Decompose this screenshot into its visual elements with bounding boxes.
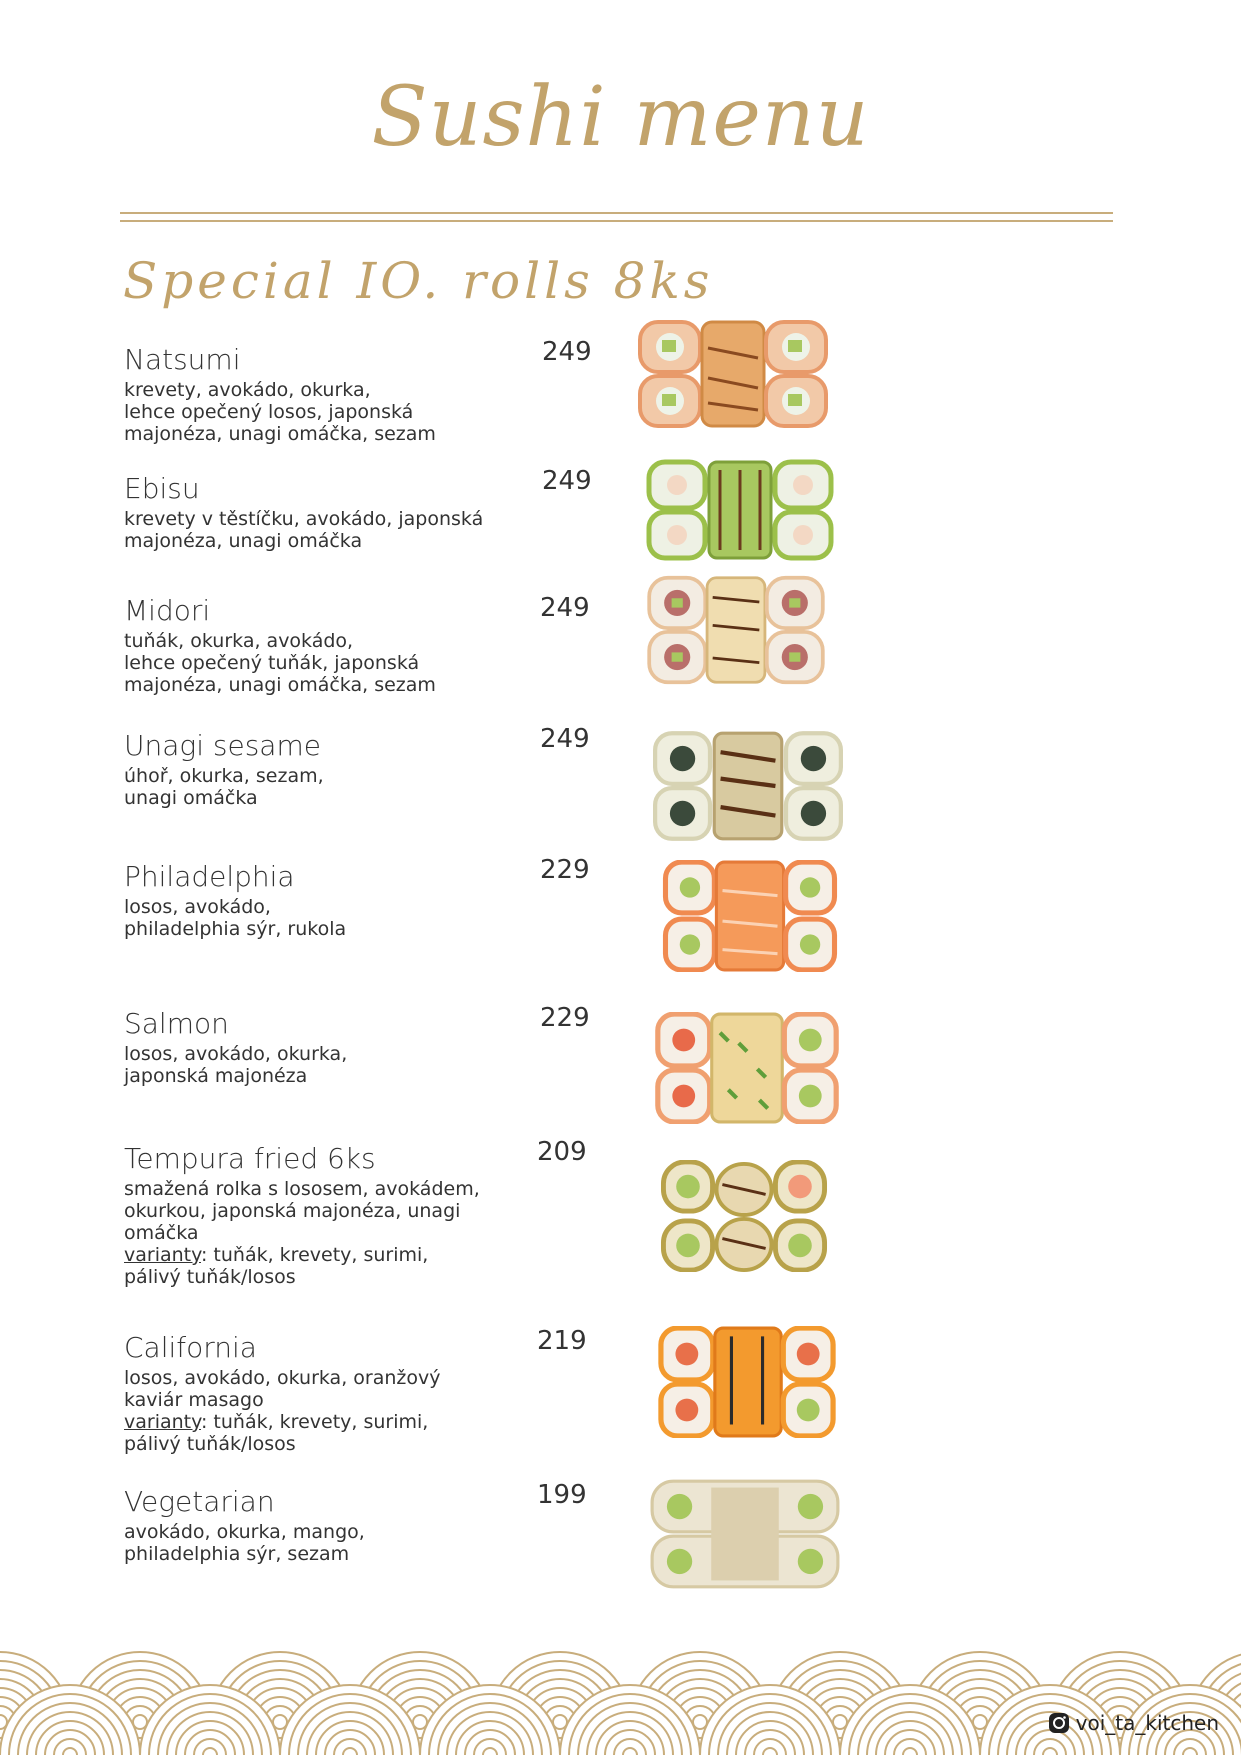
variants-label: varianty [124, 1244, 201, 1266]
item-description: úhoř, okurka, sezam, unagi omáčka [124, 765, 324, 809]
sushi-roll-image [652, 1326, 842, 1438]
item-price: 229 [540, 855, 590, 885]
sushi-roll-image-shapes [640, 322, 826, 426]
instagram-handle [1048, 1711, 1219, 1735]
item-description: losos, avokádo, philadelphia sýr, rukola [124, 896, 347, 940]
sushi-roll-image [653, 730, 843, 842]
sushi-roll-image [649, 1160, 839, 1272]
menu-item [124, 594, 604, 696]
sushi-roll-image [638, 318, 828, 430]
item-name: Natsumi [124, 343, 241, 376]
item-name: Tempura fried 6ks [124, 1142, 376, 1175]
menu-item [124, 1142, 604, 1288]
item-description: tuňák, okurka, avokádo, lehce opečený tuňák, japonská majonéza, unagi omáčka, sezam [124, 630, 436, 696]
item-name: Unagi sesame [124, 729, 321, 762]
menu-item [124, 1485, 604, 1565]
item-name: Salmon [124, 1007, 229, 1040]
item-description: losos, avokádo, okurka, oranžový kaviár masago varianty: tuňák, krevety, surimi, pálivý tuňák/losos [124, 1367, 441, 1455]
item-description: smažená rolka s lososem, avokádem, okurkou, japonská majonéza, unagi omáčka varianty: tuňák, krevety, surimi, pálivý tuňák/losos [124, 1178, 480, 1288]
item-description: losos, avokádo, okurka, japonská majonéza [124, 1043, 348, 1087]
menu-item [124, 472, 604, 552]
item-description: avokádo, okurka, mango, philadelphia sýr, sezam [124, 1521, 365, 1565]
menu-item [124, 343, 604, 445]
item-price: 209 [537, 1137, 587, 1167]
sushi-roll-image [641, 574, 831, 686]
divider [120, 212, 1113, 214]
item-name: California [124, 1331, 257, 1364]
menu-item [124, 1331, 604, 1455]
sushi-roll-image [650, 1478, 840, 1590]
item-price: 249 [542, 337, 592, 367]
item-price: 249 [540, 593, 590, 623]
divider [120, 220, 1113, 222]
instagram-handle-text: voi_ta_kitchen [1075, 1711, 1219, 1735]
item-description: krevety v těstíčku, avokádo, japonská majonéza, unagi omáčka [124, 508, 484, 552]
item-name: Midori [124, 594, 211, 627]
menu-item [124, 860, 604, 940]
item-description: krevety, avokádo, okurka, lehce opečený losos, japonská majonéza, unagi omáčka, sezam [124, 379, 436, 445]
item-name: Philadelphia [124, 860, 295, 893]
item-price: 219 [537, 1326, 587, 1356]
item-name: Ebisu [124, 472, 200, 505]
menu-item [124, 1007, 604, 1087]
sushi-roll-image [645, 454, 835, 566]
wave-pattern-decoration [0, 1630, 1241, 1755]
item-name: Vegetarian [124, 1485, 275, 1518]
section-title: Special IO. rolls 8ks [123, 252, 714, 310]
sushi-roll-image [655, 860, 845, 972]
variants-label: varianty [124, 1411, 201, 1433]
menu-item [124, 729, 604, 809]
instagram-icon [1048, 1712, 1070, 1734]
item-price: 249 [540, 724, 590, 754]
item-price: 249 [542, 466, 592, 496]
item-price: 199 [537, 1480, 587, 1510]
sushi-roll-image [652, 1012, 842, 1124]
page-title: Sushi menu [371, 70, 870, 165]
item-price: 229 [540, 1003, 590, 1033]
